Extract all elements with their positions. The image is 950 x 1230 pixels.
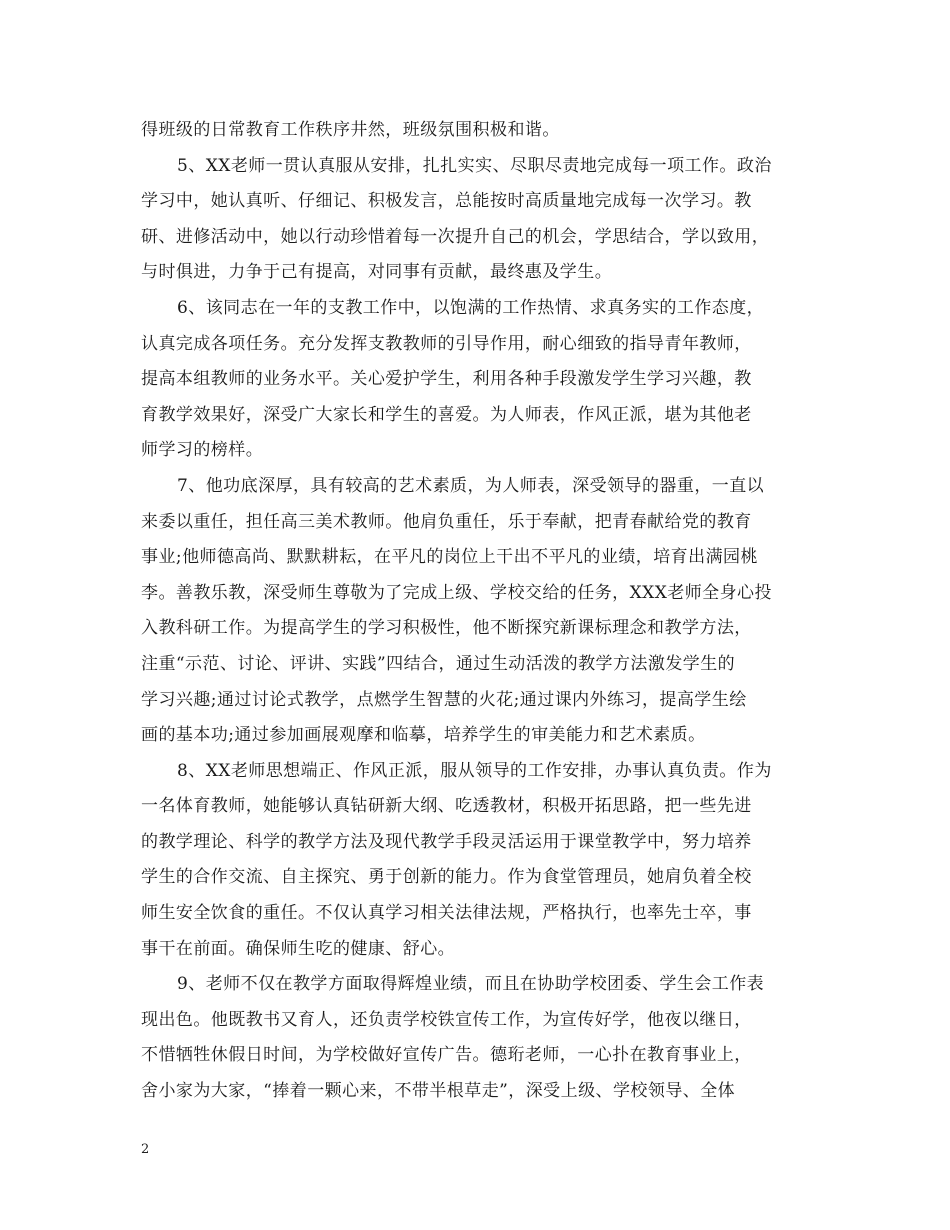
text-line: 不惜牺牲休假日时间，为学校做好宣传广告。德珩老师，一心扑在教育事业上， [141,1045,752,1066]
text-line: 画的基本功;通过参加画展观摩和临摹，培养学生的审美能力和艺术素质。 [141,725,706,746]
text-line: 7、他功底深厚，具有较高的艺术素质，为人师表，深受领导的器重，一直以 [177,475,765,496]
paragraph-item-5 [141,149,821,291]
text-line: 舍小家为大家，“捧着一颗心来，不带半根草走”，深受上级、学校领导、全体 [141,1081,736,1102]
text-line: 师学习的榜样。 [141,440,264,461]
text-line: 5、XX老师一贯认真服从安排，扎扎实实、尽职尽责地完成每一项工作。政治 [177,155,772,176]
body-text [141,113,821,1110]
text-line: 师生安全饮食的重任。不仅认真学习相关法律法规，严格执行，也率先士卒，事 [141,903,752,924]
text-line: 注重“示范、讨论、评讲、实践”四结合，通过生动活泼的教学方法激发学生的 [141,653,736,674]
text-line: 学生的合作交流、自主探究、勇于创新的能力。作为食堂管理员，她肩负着全校 [141,867,752,888]
paragraph-item-6 [141,291,821,469]
page-number: 2 [141,1142,150,1157]
text-line: 9、老师不仅在教学方面取得辉煌业绩，而且在协助学校团委、学生会工作表 [177,974,765,995]
text-line: 研、进修活动中，她以行动珍惜着每一次提升自己的机会，学思结合，学以致用， [141,226,770,247]
text-line: 育教学效果好，深受广大家长和学生的喜爱。为人师表，作风正派，堪为其他老 [141,404,752,425]
text-line: 8、XX老师思想端正、作风正派，服从领导的工作安排，办事认真负责。作为 [177,760,772,781]
text-line: 提高本组教师的业务水平。关心爱护学生，利用各种手段激发学生学习兴趣，教 [141,369,752,390]
text-line: 得班级的日常教育工作秩序井然，班级氛围积极和谐。 [141,120,560,140]
text-line: 事业;他师德高尚、默默耕耘，在平凡的岗位上干出不平凡的业绩，培育出满园桃 [141,547,758,568]
text-line: 来委以重任，担任高三美术教师。他肩负重任，乐于奉献，把青春献给党的教育 [141,511,752,532]
paragraph-continuation [141,113,821,149]
text-line: 与时俱进，力争于己有提高，对同事有贡献，最终惠及学生。 [141,262,613,283]
text-line: 一名体育教师，她能够认真钻研新大纲、吃透教材，积极开拓思路，把一些先进 [141,796,752,817]
text-line: 6、该同志在一年的支教工作中，以饱满的工作热情、求真务实的工作态度， [177,297,765,318]
text-line: 事干在前面。确保师生吃的健康、舒心。 [141,938,456,959]
text-line: 学习兴趣;通过讨论式教学，点燃学生智慧的火花;通过课内外练习，提高学生绘 [141,689,747,710]
paragraph-item-7 [141,469,821,754]
text-line: 认真完成各项任务。充分发挥支教教师的引导作用，耐心细致的指导青年教师， [141,333,752,354]
text-line: 入教科研工作。为提高学生的学习积极性，他不断探究新课标理念和教学方法， [141,618,752,639]
text-line: 李。善教乐教，深受师生尊敬为了完成上级、学校交给的任务，XXX老师全身心投 [141,582,772,603]
paragraph-item-9 [141,967,821,1109]
paragraph-item-8 [141,754,821,968]
text-line: 的教学理论、科学的教学方法及现代教学手段灵活运用于课堂教学中，努力培养 [141,831,752,852]
text-line: 学习中，她认真听、仔细记、积极发言，总能按时高质量地完成每一次学习。教 [141,191,752,212]
text-line: 现出色。他既教书又育人，还负责学校铁宣传工作，为宣传好学，他夜以继日， [141,1009,752,1030]
